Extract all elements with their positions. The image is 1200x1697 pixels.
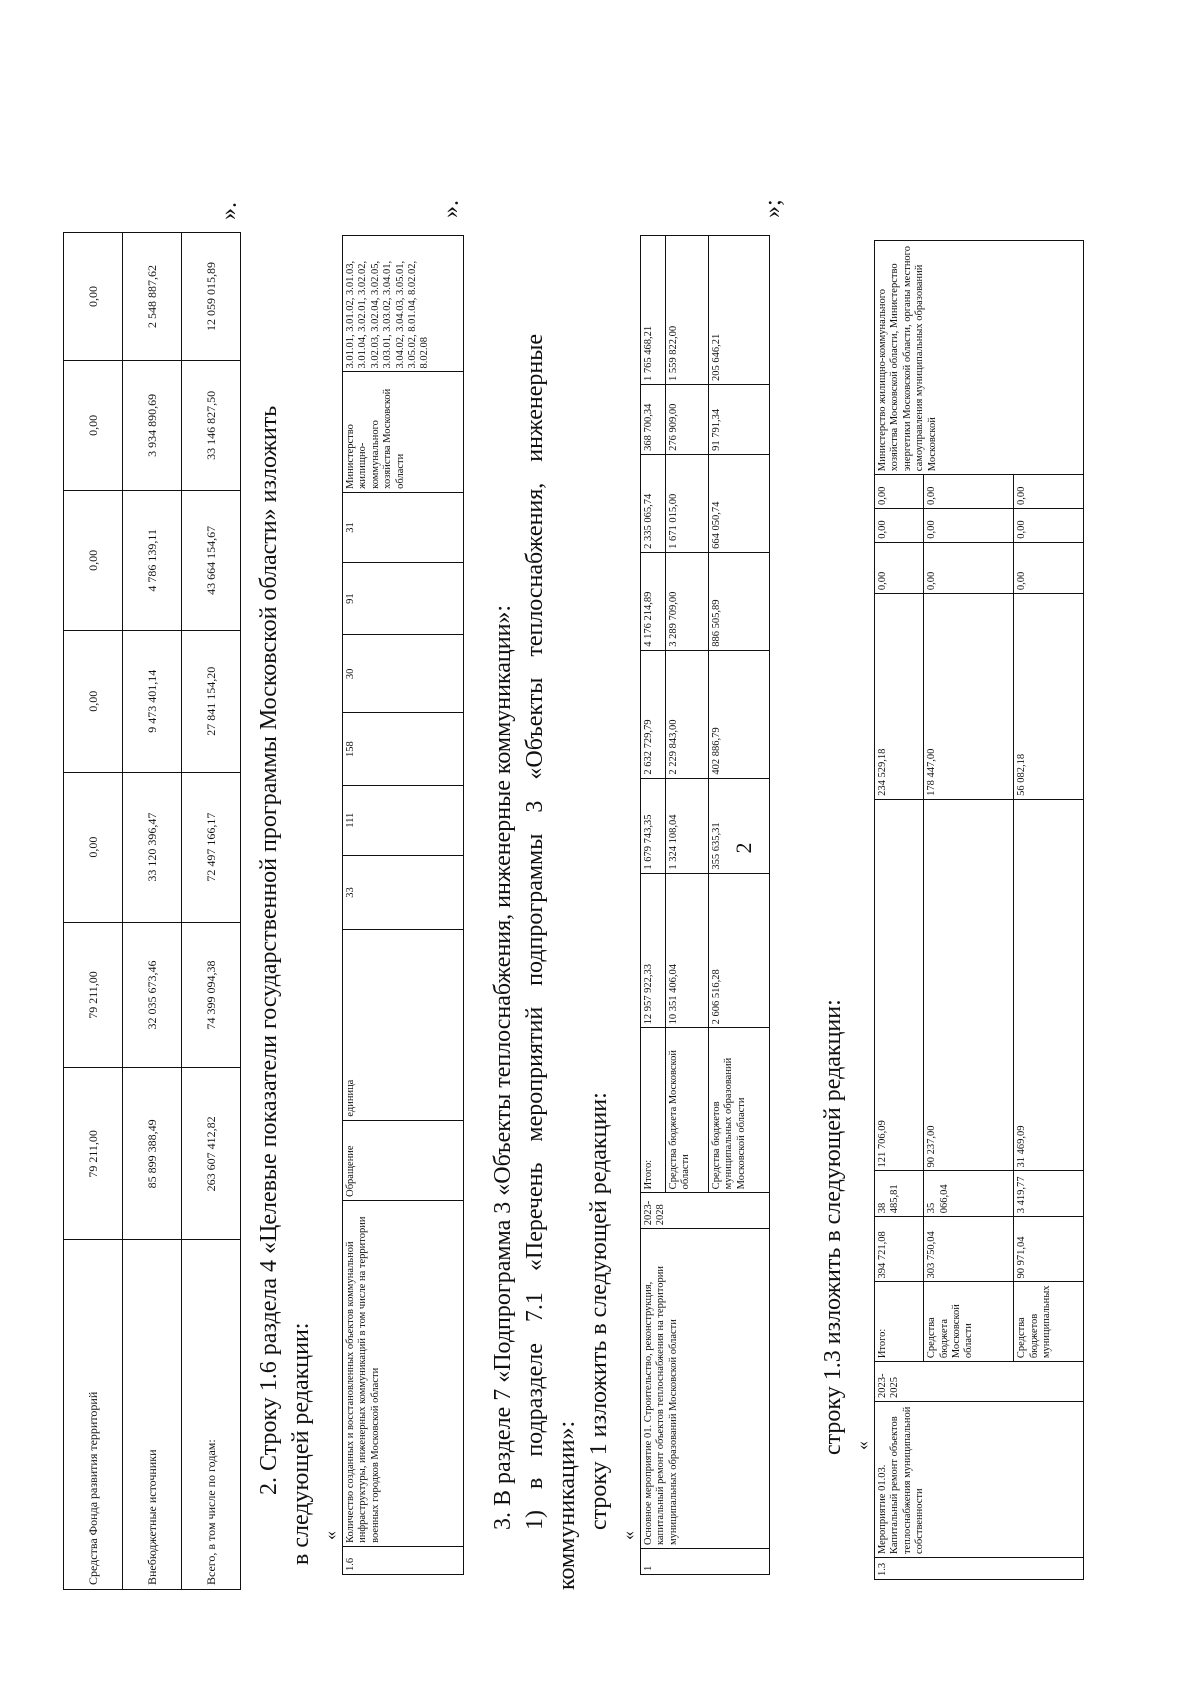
cell: 303 750,04 [924,1217,1014,1282]
cell: 394 721,08 [875,1217,924,1282]
funding-source: Итого: [875,1282,924,1362]
cell: 74 399 094,38 [182,922,241,1068]
cell: 33 120 396,47 [123,772,182,922]
cell: 91 791,34 [709,384,770,454]
cell: 32 035 673,46 [123,922,182,1068]
table-row [182,233,241,1590]
cell: 85 899 388,49 [123,1068,182,1240]
table-row [64,233,123,1590]
event-codes: 3.01.01, 3.01.02, 3.01.03, 3.01.04, 3.02.01, 3.02.02, 3.02.03, 3.02.04, 3.02.05, 3.03.01, 3.03.02, 3.04.01, 3.04.02, 3.04.03, 3.05.01, 3.05.02, 8.01.04, 8.02.02, 8.02.08 [343,236,464,372]
responsible-party: Министерство жилищно-коммунального хозяйства Московской области [343,372,464,492]
row-label: Всего, в том числе по годам: [182,1240,241,1590]
cell: 9 473 401,14 [123,630,182,772]
cell: 79 211,00 [64,1068,123,1240]
row-number: 1.3 [875,1558,1084,1580]
funding-source: Средства бюджетов муниципальных [1014,1282,1084,1362]
activity-name: Основное мероприятие 01. Строительство, реконструкция, капитальный ремонт объектов теплоснабжения на территории муниципальных образований Московской области [641,1229,770,1549]
cell: 158 [343,713,464,785]
closing-quote: »; [760,199,786,218]
cell: 27 841 154,20 [182,630,241,772]
opening-quote: « [320,1531,340,1540]
cell: 90 971,04 [1014,1217,1084,1282]
table-row [123,233,182,1590]
cell: 2 229 843,00 [666,650,709,778]
row-number: 1 [641,1549,770,1575]
cell: 178 447,00 [924,594,1014,800]
cell: 10 351 406,04 [666,873,709,1028]
row-number: 1.6 [343,1546,464,1574]
cell: 0,00 [64,490,123,630]
activity-period: 2023-2025 [875,1362,1084,1402]
cell: 90 237,00 [924,799,1014,1171]
paragraph-3-line-3: коммуникации»: [554,1420,580,1590]
cell: 2 335 065,74 [641,454,666,552]
table-row [343,236,464,1575]
cell: 0,00 [875,475,924,509]
cell: 3 419,77 [1014,1171,1084,1217]
cell: 1 324 108,04 [666,778,709,873]
cell: 276 909,00 [666,384,709,454]
page-number: 2 [731,842,756,854]
cell: 111 [343,785,464,855]
cell: 1 679 743,35 [641,778,666,873]
cell: 43 664 154,67 [182,490,241,630]
cell: 1 671 015,00 [666,454,709,552]
cell: 402 886,79 [709,650,770,778]
table-row [875,241,924,1580]
cell: 0,00 [64,233,123,361]
cell: 0,00 [64,360,123,490]
indicator-type: Обращение [343,1120,464,1200]
row-label: Средства Фонда развития территорий [64,1240,123,1590]
paragraph-3-line-2: 1) в подразделе 7.1 «Перечень мероприятий подпрограммы 3 «Объекты теплоснабжения, инженерные [522,333,548,1530]
opening-quote: « [618,1531,638,1540]
cell: 91 [343,563,464,635]
cell: 0,00 [1014,542,1084,593]
cell: 4 786 139,11 [123,490,182,630]
activity-name: Мероприятие 01.03. Капитальный ремонт объектов теплоснабжения муниципальной собственности [875,1401,1084,1557]
cell: 205 646,21 [709,236,770,385]
responsible-party: Министерство жилищно-коммунального хозяйства Московской области, Министерство энергетики Московской области, органы местного самоуправления муниципальных образований Московской [875,241,1084,475]
cell: 263 607 412,82 [182,1068,241,1240]
cell: 4 176 214,89 [641,552,666,650]
cell: 72 497 166,17 [182,772,241,922]
closing-quote: ». [216,202,242,220]
cell: 30 [343,635,464,713]
funding-source: Средства бюджета Московской области [924,1282,1014,1362]
cell: 1 765 468,21 [641,236,666,385]
closing-quote: ». [438,200,464,218]
cell: 33 [343,855,464,929]
cell: 0,00 [64,630,123,772]
cell: 0,00 [924,475,1014,509]
cell: 0,00 [64,772,123,922]
cell: 79 211,00 [64,922,123,1068]
cell: 31 469,09 [1014,799,1084,1171]
indicator-name: Количество созданных и восстановленных объектов коммунальной инфраструктуры, инженерных коммуникаций в том числе на территории военных городков Московской области [343,1200,464,1546]
cell: 33 146 827,50 [182,360,241,490]
funding-source: Итого: [641,1028,666,1193]
paragraph-3-line-1: 3. В разделе 7 «Подпрограмма 3 «Объекты теплоснабжения, инженерные коммуникации»: [490,604,516,1530]
cell: 0,00 [924,509,1014,543]
paragraph-4: строку 1.3 изложить в следующей редакции: [820,999,846,1455]
cell: 886 505,89 [709,552,770,650]
opening-quote: « [852,1441,872,1450]
row-label: Внебюджетные источники [123,1240,182,1590]
cell: 2 632 729,79 [641,650,666,778]
cell: 664 050,74 [709,454,770,552]
cell: 35 066,04 [924,1171,1014,1217]
cell: 355 635,31 [709,778,770,873]
paragraph-3-line-4: строку 1 изложить в следующей редакции: [586,1092,612,1530]
cell: 56 082,18 [1014,594,1084,800]
cell: 0,00 [875,509,924,543]
cell: 38 485,81 [875,1171,924,1217]
cell: 31 [343,492,464,562]
cell: 234 529,18 [875,594,924,800]
paragraph-2-line-1: 2. Строку 1.6 раздела 4 «Целевые показатели государственной программы Московской области» изложить [256,405,282,1495]
cell: 0,00 [1014,509,1084,543]
cell: 0,00 [1014,475,1084,509]
cell: 2 606 516,28 [709,873,770,1028]
cell: 12 059 015,89 [182,233,241,361]
cell: 0,00 [924,542,1014,593]
cell: 1 559 822,00 [666,236,709,385]
funding-table [63,232,241,1590]
target-indicator-table [342,235,464,1575]
activity-0103-table [874,240,1084,1580]
rotated-page-content [18,60,1178,1590]
cell: 3 934 890,69 [123,360,182,490]
cell: 121 706,09 [875,799,924,1171]
funding-source: Средства бюджета Московской области [666,1028,709,1193]
activity-period: 2023-2028 [641,1193,770,1229]
paragraph-2-line-2: в следующей редакции: [288,1322,314,1565]
main-activity-table [640,235,770,1575]
funding-source: Средства бюджетов муниципальных образований Московской области [709,1028,770,1193]
cell: 368 700,34 [641,384,666,454]
table-row [641,236,666,1575]
cell: 0,00 [875,542,924,593]
indicator-unit: единица [343,930,464,1121]
cell: 3 289 709,00 [666,552,709,650]
cell: 12 957 922,33 [641,873,666,1028]
cell: 2 548 887,62 [123,233,182,361]
